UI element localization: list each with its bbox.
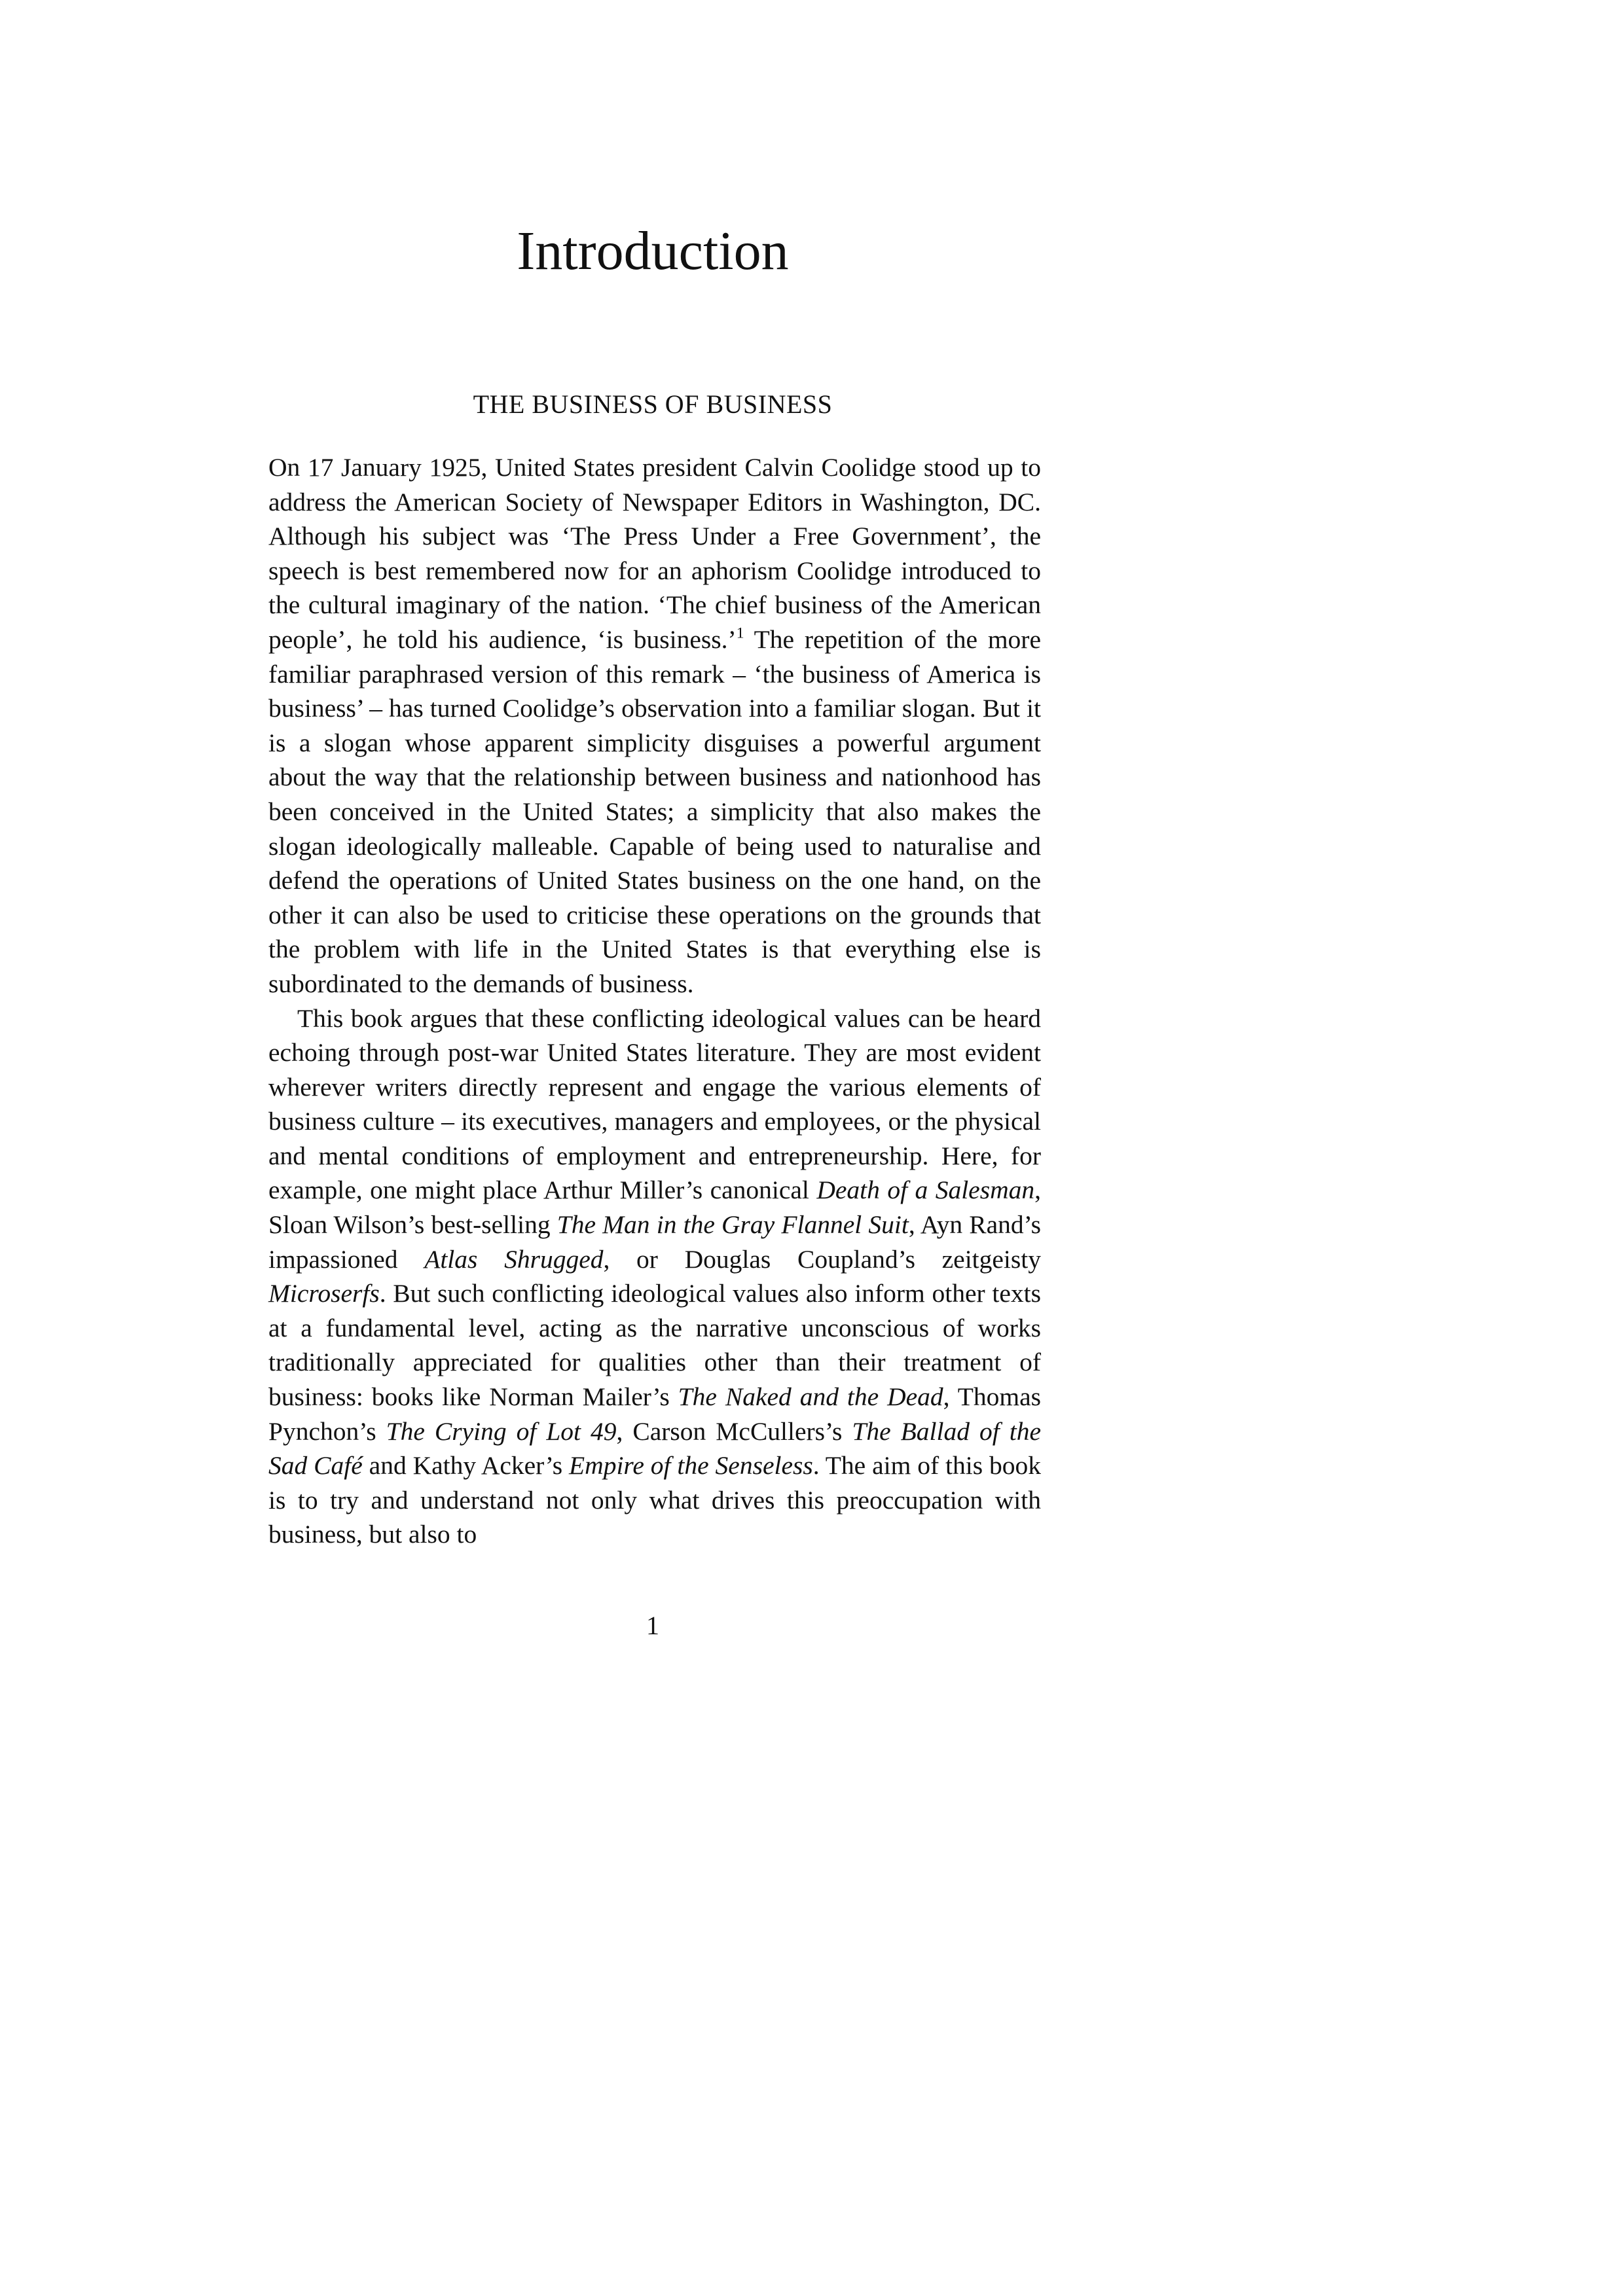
text-run: On 17 January 1925, United States president Calvin Coolidge stood up to address the American Society of Newspaper Editors in Washington, DC. Although his subject was ‘The Press Under a Free Government’, the speech is best remembered now for an aphorism Coolidge introduced to the cultural imaginary of the nation. ‘The chief business of the American people’, he told his audience, ‘is business.’ [268, 453, 1041, 654]
page-number: 1 [646, 1611, 659, 1640]
paragraph [268, 1001, 1041, 1552]
footnote-marker: 1 [736, 624, 744, 642]
book-title: Atlas Shrugged [424, 1244, 604, 1274]
section-heading: THE BUSINESS OF BUSINESS [473, 389, 833, 419]
book-title: The Crying of Lot 49 [386, 1416, 617, 1446]
chapter-title: Introduction [517, 221, 789, 281]
text-run: , Carson McCullers’s [616, 1416, 852, 1446]
text-run: and Kathy Acker’s [362, 1451, 570, 1480]
book-title: Death of a Salesman [816, 1175, 1035, 1205]
text-run: , Thomas Pynchon’s [268, 1382, 1041, 1446]
paragraph [268, 450, 1041, 1001]
body-text [268, 450, 1041, 1552]
text-run: , Sloan Wilson’s best-selling [268, 1175, 1041, 1240]
text-run: The repetition of the more familiar paraphrased version of this remark – ‘the business of America is business’ – has turned Coolidge’s observation into a familiar slogan. But it is a slogan whose apparent simplicity disguises a powerful argument about the way that the relationship between business and nationhood has been conceived in the United States; a simplicity that also makes the slogan ideologically malleable. Capable of being used to naturalise and defend the operations of United States business on the one hand, on the other it can also be used to criticise these operations on the grounds that the problem with life in the United States is that everything else is subordinated to the demands of business. [268, 624, 1041, 998]
book-title: Microserfs [268, 1279, 380, 1308]
text-run: , or Douglas Coupland’s zeitgeisty [603, 1244, 1042, 1274]
text-run: , Ayn Rand’s impassioned [268, 1210, 1041, 1274]
book-title: The Ballad of the Sad Café [268, 1416, 1041, 1480]
text-run: . But such conflicting ideological values also inform other texts at a fundamental level, acting as the narrative unconscious of works traditionally appreciated for qualities other than their treatment of business: books like Norman Mailer’s [268, 1279, 1041, 1412]
book-title: The Naked and the Dead [678, 1382, 943, 1412]
text-run: . The aim of this book is to try and understand not only what drives this preoccupation with business, but also to [268, 1451, 1042, 1549]
book-title: The Man in the Gray Flannel Suit [556, 1210, 909, 1240]
book-title: Empire of the Senseless [569, 1451, 813, 1480]
text-run: This book argues that these conflicting ideological values can be heard echoing through post-war United States literature. They are most evident wherever writers directly represent and engage the various elements of business culture – its executives, managers and employees, or the physical and mental conditions of employment and entrepreneurship. Here, for example, one might place Arthur Miller’s canonical [268, 1003, 1041, 1205]
